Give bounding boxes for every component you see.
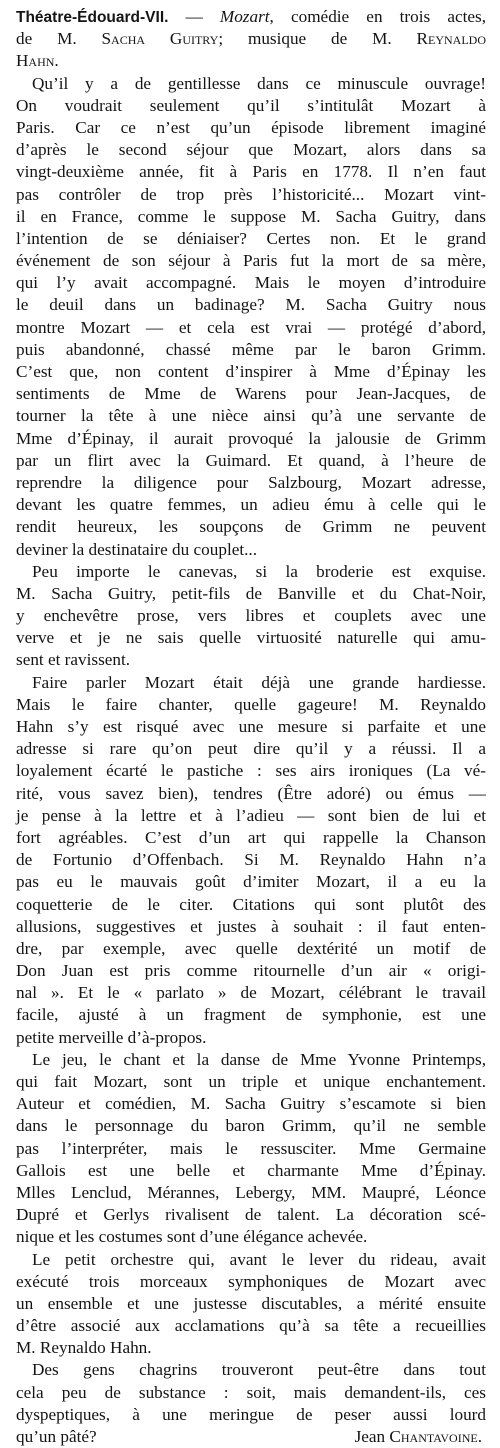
- text-line: Paris. Car ce n’est qu’un épisode librement imaginé: [16, 117, 486, 137]
- text-line: tourner la tête à une nièce ainsi qu’à une servante de: [16, 406, 486, 426]
- signature-last-name: Chantavoine.: [389, 1427, 482, 1446]
- text-line: exécuté trois morceaux symphoniques de Mozart avec: [16, 1271, 486, 1291]
- text-line: Mais le faire chanter, quelle gageure! M. Reynaldo: [16, 694, 486, 714]
- text-line: nal ». Et le « parlato » de Mozart, célébrant le travail: [16, 983, 486, 1003]
- text-line: C’est que, non content d’inspirer à Mme d’Épinay les: [16, 362, 486, 381]
- text-line: il en France, comme le suppose M. Sacha Guitry, dans: [16, 206, 486, 226]
- text-line: verve et je ne sais quelle virtuosité naturelle qui amu-: [16, 628, 486, 648]
- text-line: par un flirt avec la Guimard. Et quand, à l’heure de: [16, 450, 486, 470]
- text-line: événement de son séjour à Paris fut la mort de sa mère,: [16, 251, 486, 271]
- text-line: qu’un pâté?: [16, 1427, 97, 1446]
- work-description: , comédie en trois actes,: [269, 7, 486, 26]
- text-line: d’être associé aux acclamations qu’à sa tête a recueillies: [16, 1316, 486, 1336]
- text-line: allusions, suggestives et justes à souhait : il faut enten-: [16, 916, 486, 936]
- text-line: Gallois est une belle et charmante Mme d’Épinay.: [16, 1160, 486, 1180]
- text-line: montre Mozart — et cela est vrai — protégé d’abord,: [16, 317, 486, 337]
- text-line: Mlles Lenclud, Mérannes, Lebergy, MM. Maupré, Léonce: [16, 1182, 486, 1202]
- text-line: sent et ravissent.: [16, 650, 131, 670]
- signature-line: [16, 1426, 486, 1448]
- text-line: Le petit orchestre qui, avant le lever du rideau, avait: [32, 1249, 486, 1269]
- heading-dash: —: [168, 7, 220, 26]
- article-body: [16, 73, 486, 1426]
- text-line: de Fortunio d’Offenbach. Si M. Reynaldo Hahn n’a: [16, 850, 486, 870]
- heading-text: .: [54, 51, 59, 71]
- text-line: Qu’il y a de gentillesse dans ce minuscule ouvrage!: [32, 73, 486, 93]
- article-page: [16, 6, 486, 1448]
- text-line: pas eu le mauvais goût d’imiter Mozart, il a eu la: [16, 872, 486, 892]
- text-line: puis abandonné, chassé même par le baron Grimm.: [16, 339, 486, 359]
- text-line: l’intention de se déniaiser? Certes non. Et le grand: [16, 228, 486, 248]
- text-line: cela peu de substance : soit, mais demandent-ils, ces: [16, 1382, 486, 1402]
- text-line: Don Juan est pris comme ritournelle d’un air « origi-: [16, 961, 486, 981]
- text-line: y enchevêtre prose, vers libres et couplets avec une: [16, 606, 486, 626]
- text-line: Faire parler Mozart était déjà une grande hardiesse.: [32, 672, 486, 692]
- signature: [355, 1426, 482, 1448]
- text-line: le deuil dans un badinage? M. Sacha Guitry nous: [16, 295, 486, 315]
- text-line: loyalement écarté le pastiche : ses airs ironiques (La vé-: [16, 761, 486, 781]
- text-line: adresse si rare qu’on peut dire qu’il y a réussi. Il a: [16, 739, 486, 759]
- text-line: rendit heureux, les soupçons de Grimm ne peuvent: [16, 517, 486, 537]
- text-line: On voudrait seulement qu’il s’intitulât Mozart à: [16, 95, 486, 115]
- text-line: je pense à la lettre et à l’adieu — sont bien de lui et: [16, 805, 486, 825]
- text-line: dyspeptiques, à une meringue de peser aussi lourd: [16, 1404, 486, 1424]
- text-line: qui fait Mozart, sont un triple et unique enchantement.: [16, 1072, 486, 1091]
- text-line: pas contrôler de trop près l’historicité... Mozart vint-: [16, 184, 486, 204]
- article-heading: [16, 6, 486, 73]
- text-line: petite merveille d’à-propos.: [16, 1027, 207, 1047]
- text-line: rité, vous savez bien), tendres (Être adoré) ou émus —: [16, 783, 486, 803]
- text-line: deviner la destinataire du couplet...: [16, 539, 258, 559]
- text-line: devant les quatre femmes, un adieu ému à celle qui le: [16, 495, 486, 515]
- text-line: reprendre la diligence pour Salzbourg, Mozart adresse,: [16, 472, 486, 492]
- text-line: d’après le second séjour que Mozart, alors dans sa: [16, 140, 486, 160]
- text-line: fort agréables. C’est d’un art qui rappelle la Chanson: [16, 827, 486, 847]
- text-line: pas l’interpréter, mais le ressusciter. Mme Germaine: [16, 1138, 486, 1158]
- text-line: coquetterie de le citer. Citations qui sont plutôt des: [16, 894, 486, 914]
- text-line: dre, par exemple, avec quelle dextérité un motif de: [16, 938, 486, 958]
- heading-text: ; musique de M.: [218, 29, 417, 49]
- heading-text: de M.: [16, 29, 102, 49]
- author-name: Sacha Guitry: [101, 29, 219, 49]
- text-line: Le jeu, le chant et la danse de Mme Yvonne Printemps,: [32, 1049, 486, 1069]
- signature-first-name: Jean: [354, 1427, 390, 1446]
- text-line: Auteur et comédien, M. Sacha Guitry s’escamote si bien: [16, 1094, 486, 1114]
- text-line: sentiments de Mme de Warens pour Jean-Jacques, de: [16, 384, 486, 404]
- text-line: Mme d’Épinay, il aurait provoqué la jalousie de Grimm: [16, 428, 486, 448]
- theatre-name: Théatre-Édouard-VII.: [16, 9, 169, 26]
- text-line: Hahn s’y est risqué avec une mesure si parfaite et une: [16, 717, 486, 736]
- composer-last-name: Hahn: [16, 51, 55, 71]
- work-title: Mozart: [219, 7, 270, 26]
- text-line: Dupré et Gerlys rivalisent de talent. La décoration scé-: [16, 1205, 486, 1225]
- composer-first-name: Reynaldo: [416, 29, 486, 49]
- text-line: M. Reynaldo Hahn.: [16, 1338, 152, 1358]
- text-line: Des gens chagrins trouveront peut-être dans tout: [32, 1360, 486, 1380]
- text-line: dans le personnage du baron Grimm, qu’il ne semble: [16, 1116, 486, 1136]
- text-line: Peu importe le canevas, si la broderie est exquise.: [32, 561, 486, 581]
- text-line: un ensemble et une justesse discutables, a mérité ensuite: [16, 1293, 486, 1313]
- text-line: vingt-deuxième année, fit à Paris en 1778. Il n’en faut: [16, 162, 486, 182]
- text-line: qui l’y avait accompagné. Mais le moyen d’introduire: [16, 273, 486, 293]
- text-line: M. Sacha Guitry, petit-fils de Banville et du Chat-Noir,: [16, 583, 486, 603]
- text-line: nique et les costumes sont d’une élégance achevée.: [16, 1227, 368, 1247]
- text-line: facile, ajusté à un fragment de symphonie, est une: [16, 1005, 486, 1025]
